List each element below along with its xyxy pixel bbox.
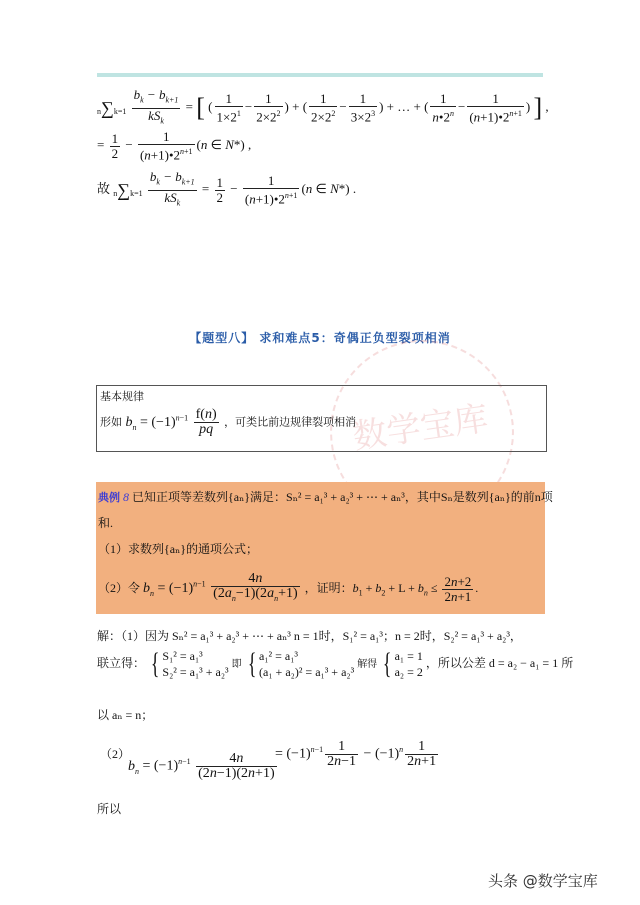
basic-rule-box	[96, 385, 547, 452]
solution-line-3: 以 aₙ = n；	[97, 708, 154, 722]
solution-line-2: 联立得： { S₁² = a₁³ S₂² = a₁³ + a₂³ 即 { a₁² = a₁³ (a₁ + a₂)² = a₁³ + a₂³ 解得 { a₁ = 1 a₂ = 2 ，所以公差 d = a₂ − a₁ = 1 所	[97, 647, 574, 680]
rule-body: 形如 $b_n = (-1)^{n-1}$ $\frac{f(n)}{pq}$ ，可类比前边规律裂项相消	[100, 407, 357, 437]
solution-part-2-label: （2）	[100, 747, 131, 761]
solution-part-2-lhs: $b_n = (-1)^{n-1}$ $\frac{4n}{(2n-1)(2n+1)}$	[128, 751, 275, 781]
solution-line-1: 解：（1）因为 Sₙ² = a₁³ + a₂³ + ⋯ + aₙ³ n = 1时，S₁² = a₁³；n = 2时，S₂² = a₁³ + a₂³，	[97, 629, 522, 643]
watermark-text: 数学宝库	[350, 398, 491, 458]
top-divider	[97, 73, 543, 77]
example-part-1: （1）求数列{aₙ}的通项公式；	[98, 542, 259, 556]
section-title: 【题型八】 求和难点5：奇偶正负型裂项相消	[189, 331, 451, 345]
rule-heading: 基本规律	[100, 390, 144, 403]
derivation-line-1: n∑k=1 $\frac{b_k - b_{k+1}}{kS_k}$ = [ ( $\frac{1}{1\times 2^1}$ − $\frac{1}{2\times 2^2}$ ) + ( $\frac{1}{2\times 2^2}$ − $\frac{1}{3\times 2^3}$ ) + … + ( $\frac{1}{n•2^n}$ − $\frac{1}{(n+1)•2^{n+1}}$ ) ] ,	[97, 87, 549, 126]
solution-suoyi: 所以	[97, 802, 122, 816]
example-stem: 典例 8 已知正项等差数列{aₙ}满足：Sₙ² = a₁³ + a₂³ + ⋯ + aₙ³，其中Sₙ是数列{aₙ}的前n项	[98, 490, 553, 504]
solution-part-2-rhs: = $(-1)^{n-1}$ $\frac{1}{2n-1}$ − $(-1)^n$ $\frac{1}{2n+1}$	[275, 739, 437, 769]
example-stem-cont: 和.	[98, 516, 114, 530]
example-8-box	[96, 482, 553, 614]
derivation-line-3: 故 n∑k=1 $\frac{b_k - b_{k+1}}{kS_k}$ = $\frac{1}{2}$ − $\frac{1}{(n+1)•2^{n+1}}$ (n ∈ N*) .	[97, 169, 357, 208]
derivation-line-2: = $\frac{1}{2}$ − $\frac{1}{(n+1)•2^{n+1}}$ (n ∈ N*) ,	[97, 129, 252, 163]
footer-source-label: 头条 @数学宝库	[488, 872, 598, 890]
sigma-symbol: n∑k=1	[97, 98, 127, 119]
example-part-2: （2）令 $b_n = (-1)^{n-1}$ $\frac{4n}{(2a_n-1)(2a_n+1)}$ ，证明：$b_1 + b_2 + L + b_n$ ≤ $\frac{2n+2}{2n+1}$ .	[98, 571, 479, 604]
